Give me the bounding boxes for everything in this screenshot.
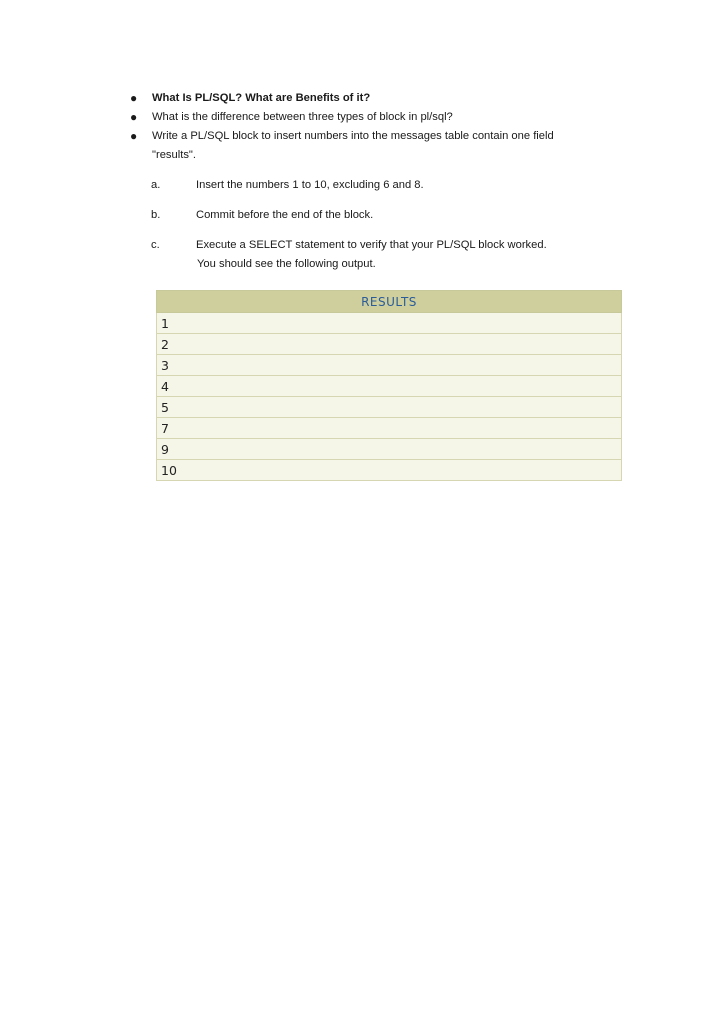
table-row bbox=[157, 439, 622, 460]
table-row bbox=[157, 418, 622, 439]
sub-step-marker: c. bbox=[151, 239, 160, 251]
table-row bbox=[157, 397, 622, 418]
sub-step-marker: a. bbox=[151, 179, 161, 191]
table-cell: 4 bbox=[157, 376, 622, 397]
sub-step-text: Commit before the end of the block. bbox=[196, 209, 374, 221]
sub-step-text-continuation: You should see the following output. bbox=[197, 258, 376, 270]
table-cell: 1 bbox=[157, 313, 622, 334]
results-table bbox=[156, 290, 622, 481]
question-text: What Is PL/SQL? What are Benefits of it? bbox=[152, 92, 371, 104]
table-row bbox=[157, 355, 622, 376]
bullet-icon: ● bbox=[130, 91, 138, 105]
table-cell: 9 bbox=[157, 439, 622, 460]
question-item bbox=[130, 89, 610, 108]
question-text: What is the difference between three types of block in pl/sql? bbox=[152, 111, 453, 123]
table-row bbox=[157, 334, 622, 355]
question-text: Write a PL/SQL block to insert numbers into the messages table contain one field bbox=[152, 130, 554, 142]
question-item bbox=[130, 108, 610, 127]
question-list bbox=[130, 89, 610, 165]
table-row bbox=[157, 376, 622, 397]
results-column-header: RESULTS bbox=[157, 291, 622, 313]
sub-step-text: Insert the numbers 1 to 10, excluding 6 and 8. bbox=[196, 179, 424, 191]
table-cell: 2 bbox=[157, 334, 622, 355]
table-cell: 5 bbox=[157, 397, 622, 418]
table-cell: 7 bbox=[157, 418, 622, 439]
question-text-continuation: "results". bbox=[152, 149, 197, 161]
table-cell: 3 bbox=[157, 355, 622, 376]
bullet-icon: ● bbox=[130, 110, 138, 124]
table-row bbox=[157, 313, 622, 334]
sub-step-text: Execute a SELECT statement to verify that your PL/SQL block worked. bbox=[196, 239, 547, 251]
table-cell: 10 bbox=[157, 460, 622, 481]
sub-step-marker: b. bbox=[151, 209, 161, 221]
question-item bbox=[130, 127, 610, 165]
table-header-row bbox=[157, 291, 622, 313]
bullet-icon: ● bbox=[130, 129, 138, 143]
table-row bbox=[157, 460, 622, 481]
